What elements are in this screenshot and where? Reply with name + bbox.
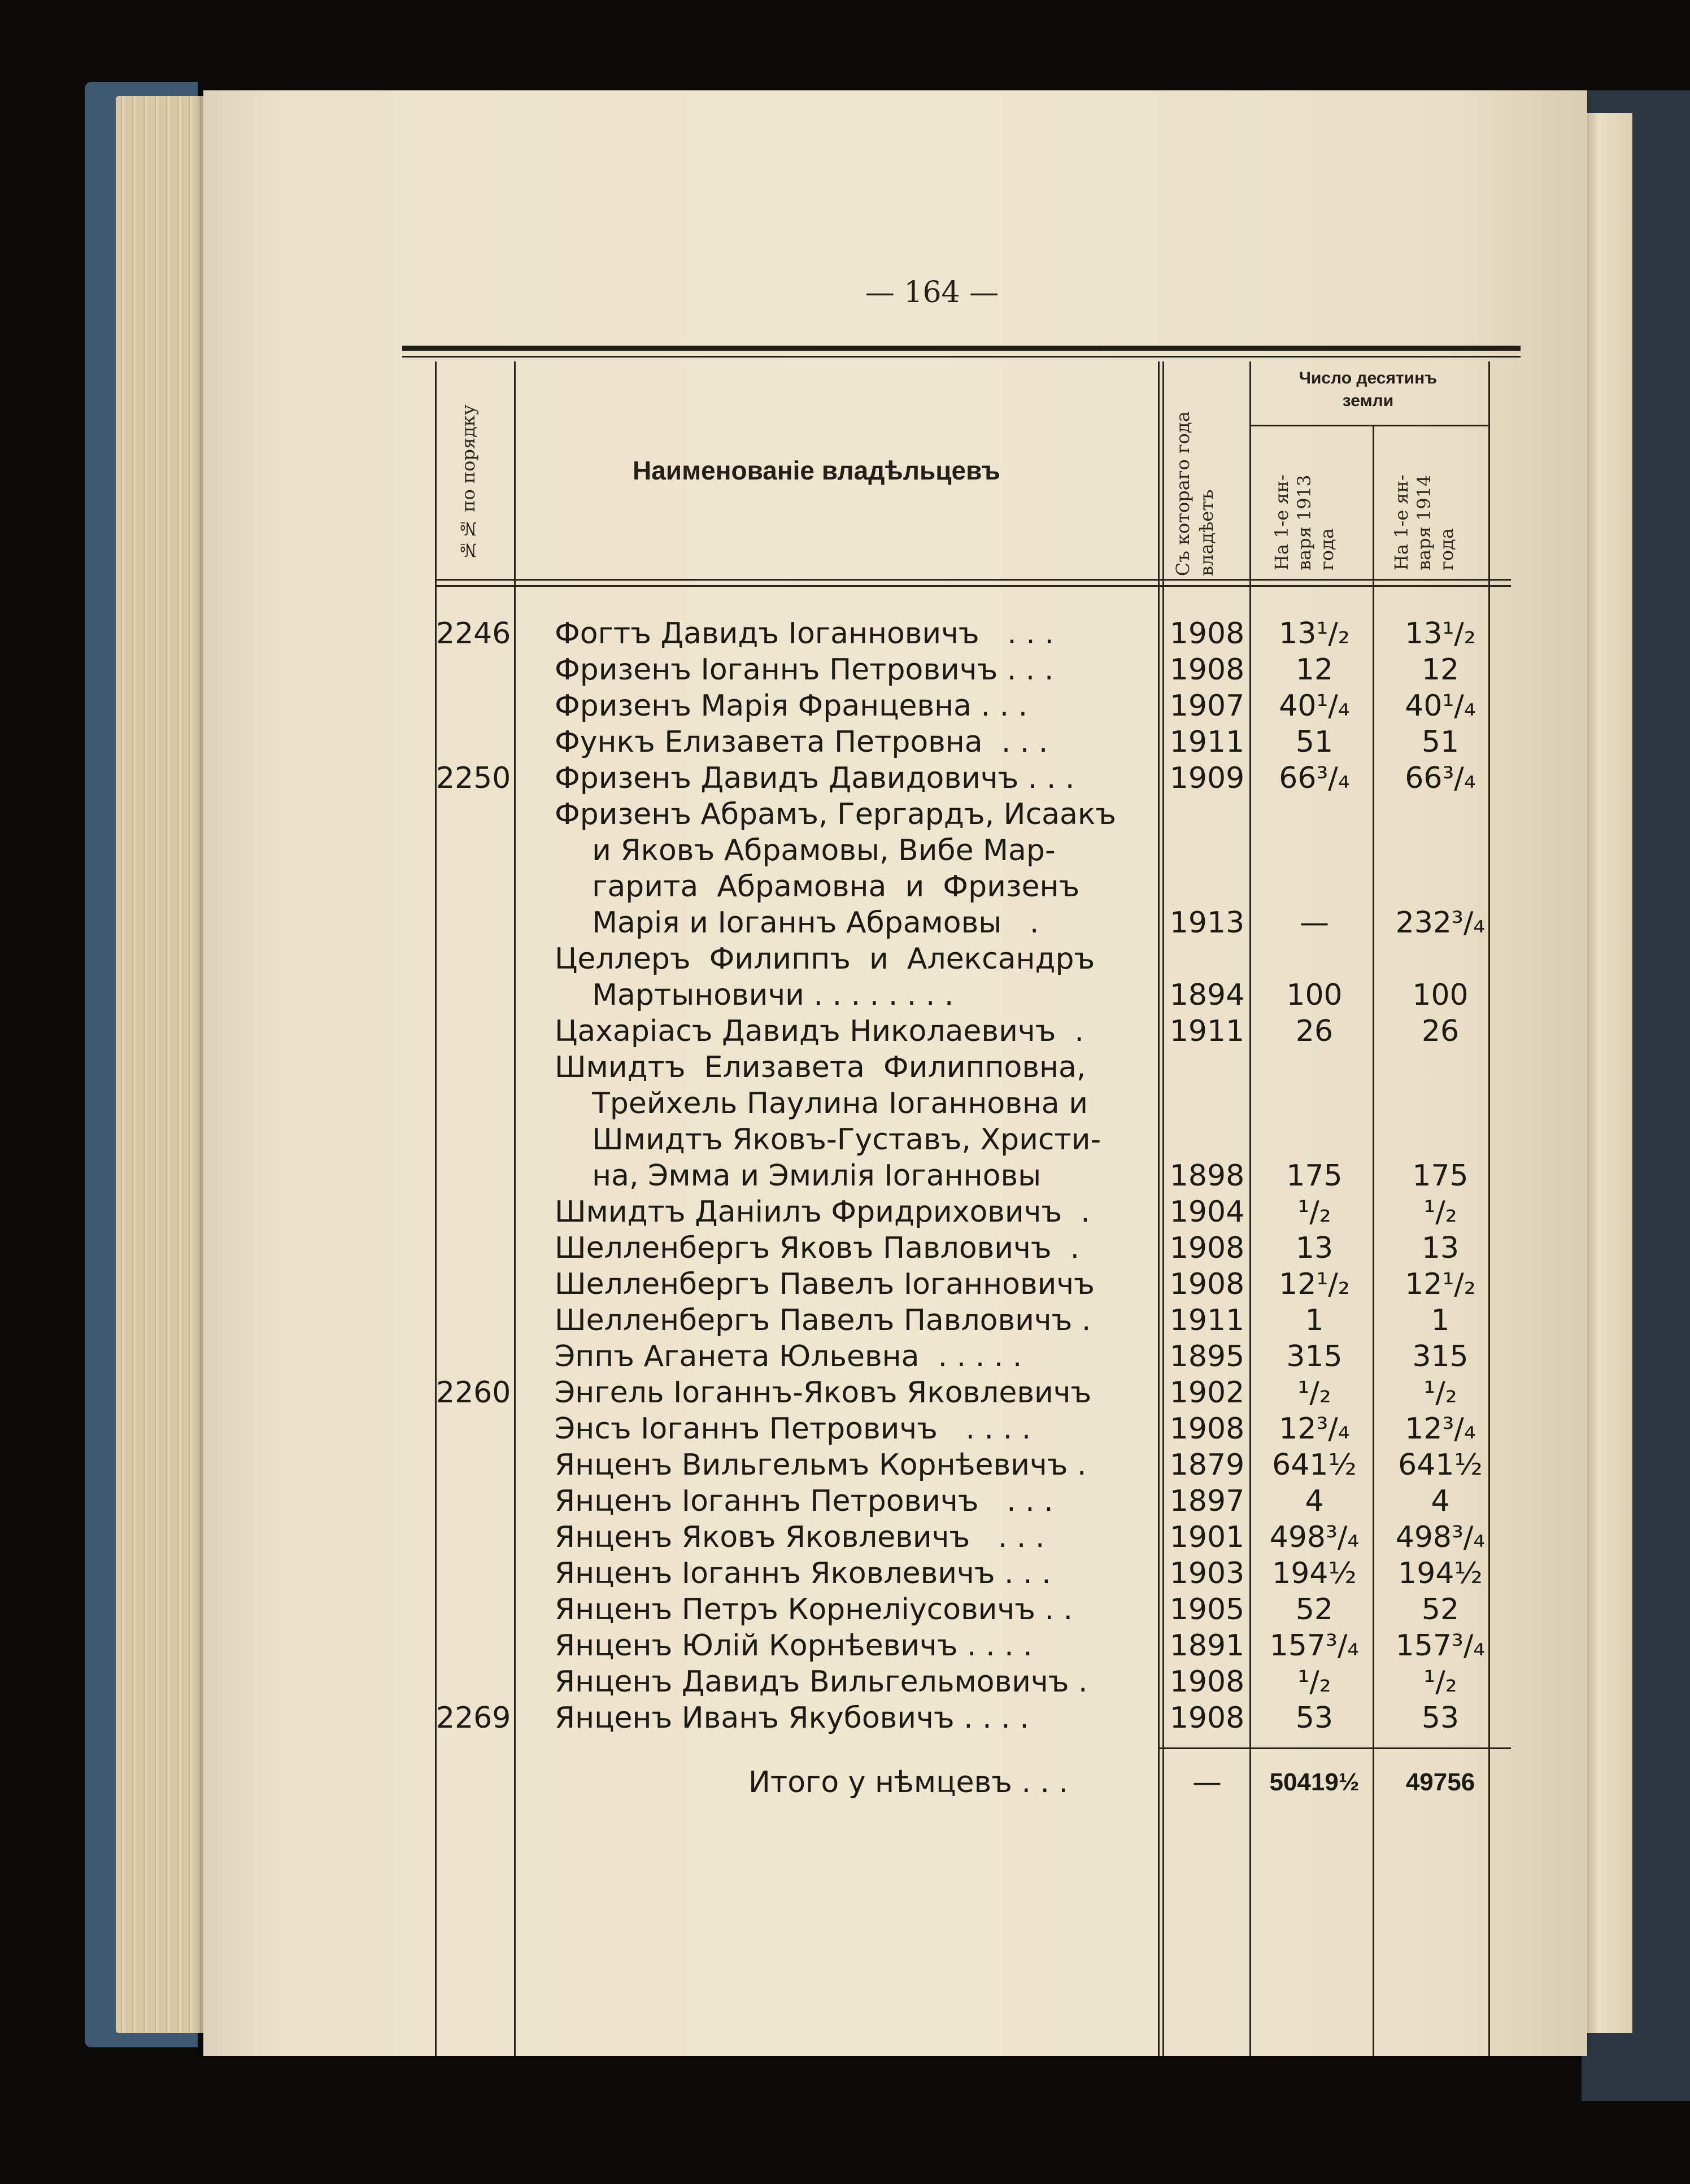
- desyatin-1914: ¹/₂: [1423, 1195, 1457, 1229]
- group-divider: [1251, 425, 1488, 426]
- desyatin-1914: 4: [1431, 1484, 1450, 1518]
- owner-name: Энсъ Іоганнъ Петровичъ . . . .: [555, 1412, 1031, 1446]
- table-row: [0, 688, 1690, 724]
- table-row: [0, 1013, 1690, 1049]
- table-row: [0, 977, 1690, 1013]
- table-row: [0, 796, 1690, 832]
- owner-name: Фризенъ Іоганнъ Петровичъ . . .: [555, 653, 1054, 687]
- owner-name: и Яковъ Абрамовы, Вибе Мар-: [555, 834, 1056, 868]
- table-top-rule-thin: [402, 356, 1521, 358]
- total-year: —: [1192, 1765, 1222, 1799]
- table-top-rule: [402, 346, 1521, 351]
- row-number: 2246: [436, 617, 511, 651]
- desyatin-1914: 12: [1421, 653, 1460, 687]
- since-year: 1903: [1169, 1557, 1245, 1590]
- desyatin-1914: 194½: [1398, 1557, 1483, 1590]
- total-1914: 49756: [1405, 1768, 1475, 1796]
- desyatin-1914: 641½: [1398, 1448, 1483, 1482]
- desyatin-1914: ¹/₂: [1423, 1376, 1457, 1410]
- header-group-line1: Число десятинъ: [1299, 369, 1438, 387]
- desyatin-1913: 498³/₄: [1269, 1520, 1360, 1554]
- since-year: 1911: [1169, 725, 1245, 759]
- owner-name: Шмидтъ Даніилъ Фридриховичъ .: [555, 1195, 1090, 1229]
- desyatin-1913: ¹/₂: [1297, 1376, 1331, 1410]
- header-bottom-rule-2: [435, 585, 1511, 587]
- desyatin-1914: 12³/₄: [1405, 1412, 1476, 1446]
- header-1914-line3: года: [1436, 528, 1457, 570]
- owner-name: Марія и Іоганнъ Абрамовы .: [555, 906, 1039, 940]
- header-1913-line2: варя 1913: [1293, 474, 1315, 570]
- since-year: 1909: [1169, 761, 1245, 795]
- desyatin-1913: 66³/₄: [1279, 761, 1350, 795]
- owner-name: Янценъ Яковъ Яковлевичъ . . .: [555, 1520, 1045, 1554]
- header-1914-line2: варя 1914: [1413, 474, 1435, 570]
- table-row: [0, 832, 1690, 869]
- table-row: [0, 1230, 1690, 1266]
- table-row: [0, 1302, 1690, 1339]
- since-year: 1891: [1169, 1629, 1245, 1663]
- table-row: [0, 1700, 1690, 1736]
- owner-name: Янценъ Юлій Корнѣевичъ . . . .: [555, 1629, 1033, 1663]
- desyatin-1914: 13: [1421, 1231, 1460, 1265]
- owner-name: гарита Абрамовна и Фризенъ: [555, 870, 1080, 904]
- desyatin-1913: 641½: [1272, 1448, 1357, 1482]
- owner-name: Эппъ Аганета Юльевна . . . . .: [555, 1340, 1022, 1374]
- row-number: 2250: [436, 761, 511, 795]
- owner-name: Функъ Елизавета Петровна . . .: [555, 725, 1048, 759]
- table-row: [0, 1194, 1690, 1230]
- since-year: 1898: [1169, 1159, 1245, 1193]
- table-row: [0, 1049, 1690, 1086]
- desyatin-1913: 12¹/₂: [1279, 1267, 1350, 1301]
- desyatin-1914: ¹/₂: [1423, 1665, 1457, 1699]
- since-year: 1908: [1169, 1267, 1245, 1301]
- header-desyatin-group: [1249, 367, 1487, 412]
- page-number: — 164 —: [865, 276, 999, 309]
- since-year: 1913: [1169, 906, 1245, 940]
- owner-name: Янценъ Иванъ Якубовичъ . . . .: [555, 1701, 1029, 1735]
- header-since-line2: владѣетъ: [1196, 489, 1217, 576]
- header-since-line1: Съ котораго года: [1172, 411, 1194, 576]
- since-year: 1895: [1169, 1340, 1245, 1374]
- desyatin-1913: 100: [1286, 978, 1343, 1012]
- desyatin-1913: 13: [1295, 1231, 1334, 1265]
- table-row: [0, 1158, 1690, 1194]
- total-label: Итого у нѣмцевъ . . .: [748, 1765, 1069, 1799]
- owner-name: Мартыновичи . . . . . . . .: [555, 978, 954, 1012]
- desyatin-1914: 66³/₄: [1405, 761, 1476, 795]
- table-row: [0, 1519, 1690, 1555]
- header-bottom-rule: [435, 579, 1511, 581]
- table-row: [0, 905, 1690, 941]
- desyatin-1913: 4: [1305, 1484, 1324, 1518]
- header-number: №№ по порядку: [458, 404, 479, 561]
- table-row: [0, 1375, 1690, 1411]
- owner-name: Фризенъ Марія Францевна . . .: [555, 689, 1028, 723]
- desyatin-1913: ¹/₂: [1297, 1665, 1331, 1699]
- since-year: 1904: [1169, 1195, 1245, 1229]
- desyatin-1913: 315: [1286, 1340, 1343, 1374]
- desyatin-1914: 52: [1421, 1593, 1460, 1627]
- table-row: [0, 941, 1690, 977]
- table-row: [0, 652, 1690, 688]
- desyatin-1913: 40¹/₄: [1279, 689, 1350, 723]
- table-row: [0, 1483, 1690, 1519]
- owner-name: на, Эмма и Эмилія Іоганновы: [555, 1159, 1042, 1193]
- owner-name: Шмидтъ Елизавета Филипповна,: [555, 1050, 1086, 1084]
- owner-name: Фризенъ Абрамъ, Гергардъ, Исаакъ: [555, 797, 1117, 831]
- row-number: 2269: [436, 1701, 511, 1735]
- since-year: 1905: [1169, 1593, 1245, 1627]
- desyatin-1913: 52: [1295, 1593, 1334, 1627]
- table-row: [0, 1447, 1690, 1483]
- table-row: [0, 1555, 1690, 1592]
- desyatin-1914: 1: [1431, 1304, 1450, 1337]
- header-1913-line3: года: [1316, 528, 1338, 570]
- desyatin-1913: 12³/₄: [1279, 1412, 1350, 1446]
- desyatin-1914: 498³/₄: [1395, 1520, 1486, 1554]
- desyatin-1913: 175: [1286, 1159, 1343, 1193]
- owner-name: Янценъ Вильгельмъ Корнѣевичъ .: [555, 1448, 1087, 1482]
- desyatin-1913: 53: [1295, 1701, 1334, 1735]
- desyatin-1913: 194½: [1272, 1557, 1357, 1590]
- header-1913-line1: На 1-е ян-: [1271, 474, 1292, 570]
- desyatin-1914: 26: [1421, 1014, 1460, 1048]
- desyatin-1913: 1: [1305, 1304, 1324, 1337]
- table-row: [0, 1339, 1690, 1375]
- owner-name: Шелленбергъ Павелъ Іоганновичъ: [555, 1267, 1095, 1301]
- since-year: 1897: [1169, 1484, 1245, 1518]
- owner-name: Янценъ Іоганнъ Петровичъ . . .: [555, 1484, 1053, 1518]
- desyatin-1914: 51: [1421, 725, 1460, 759]
- header-1914-line1: На 1-е ян-: [1391, 474, 1412, 570]
- owner-name: Шмидтъ Яковъ-Густавъ, Христи-: [555, 1123, 1101, 1157]
- owner-name: Цахаріасъ Давидъ Николаевичъ .: [555, 1014, 1084, 1048]
- desyatin-1914: 12¹/₂: [1405, 1267, 1476, 1301]
- table-row: [0, 869, 1690, 905]
- desyatin-1913: 157³/₄: [1269, 1629, 1360, 1663]
- since-year: 1911: [1169, 1304, 1245, 1337]
- since-year: 1908: [1169, 617, 1245, 651]
- since-year: 1902: [1169, 1376, 1245, 1410]
- header-group-line2: земли: [1342, 391, 1394, 410]
- table-row: [0, 616, 1690, 652]
- desyatin-1914: 175: [1412, 1159, 1469, 1193]
- table-row: [0, 1086, 1690, 1122]
- since-year: 1908: [1169, 653, 1245, 687]
- owner-name: Янценъ Петръ Корнеліусовичъ . .: [555, 1593, 1073, 1627]
- since-year: 1908: [1169, 1701, 1245, 1735]
- table-row: [0, 1122, 1690, 1158]
- desyatin-1914: 157³/₄: [1395, 1629, 1486, 1663]
- owner-name: Шелленбергъ Павелъ Павловичъ .: [555, 1304, 1091, 1337]
- desyatin-1913: 13¹/₂: [1279, 617, 1350, 651]
- desyatin-1913: —: [1300, 906, 1329, 940]
- owner-name: Янценъ Іоганнъ Яковлевичъ . . .: [555, 1557, 1051, 1590]
- desyatin-1914: 315: [1412, 1340, 1469, 1374]
- owner-name: Энгель Іоганнъ-Яковъ Яковлевичъ: [555, 1376, 1092, 1410]
- desyatin-1914: 232³/₄: [1395, 906, 1486, 940]
- since-year: 1907: [1169, 689, 1245, 723]
- owner-name: Фризенъ Давидъ Давидовичъ . . .: [555, 761, 1075, 795]
- owner-name: Целлеръ Филиппъ и Александръ: [555, 942, 1095, 976]
- desyatin-1914: 53: [1421, 1701, 1460, 1735]
- since-year: 1901: [1169, 1520, 1245, 1554]
- table-row: [0, 1664, 1690, 1700]
- desyatin-1914: 13¹/₂: [1405, 617, 1476, 651]
- owner-name: Трейхель Паулина Іоганновна и: [555, 1087, 1088, 1121]
- table-row: [0, 1628, 1690, 1664]
- owner-name: Янценъ Давидъ Вильгельмовичъ .: [555, 1665, 1088, 1699]
- owner-name: Шелленбергъ Яковъ Павловичъ .: [555, 1231, 1080, 1265]
- desyatin-1914: 40¹/₄: [1405, 689, 1476, 723]
- since-year: 1879: [1169, 1448, 1245, 1482]
- header-owner-name: Наименованіе владѣльцевъ: [633, 456, 1000, 485]
- since-year: 1908: [1169, 1231, 1245, 1265]
- desyatin-1914: 100: [1412, 978, 1469, 1012]
- desyatin-1913: ¹/₂: [1297, 1195, 1331, 1229]
- desyatin-1913: 51: [1295, 725, 1334, 759]
- row-number: 2260: [436, 1376, 511, 1410]
- owner-name: Фогтъ Давидъ Іоганновичъ . . .: [555, 617, 1054, 651]
- desyatin-1913: 26: [1295, 1014, 1334, 1048]
- total-row: [0, 1764, 1690, 1801]
- table-row: [0, 760, 1690, 796]
- table-row: [0, 1266, 1690, 1302]
- total-rule: [1158, 1747, 1511, 1749]
- since-year: 1894: [1169, 978, 1245, 1012]
- table-row: [0, 1411, 1690, 1447]
- desyatin-1913: 12: [1295, 653, 1334, 687]
- total-1913: 50419½: [1269, 1768, 1360, 1796]
- table-row: [0, 1592, 1690, 1628]
- table-row: [0, 724, 1690, 760]
- since-year: 1911: [1169, 1014, 1245, 1048]
- since-year: 1908: [1169, 1665, 1245, 1699]
- since-year: 1908: [1169, 1412, 1245, 1446]
